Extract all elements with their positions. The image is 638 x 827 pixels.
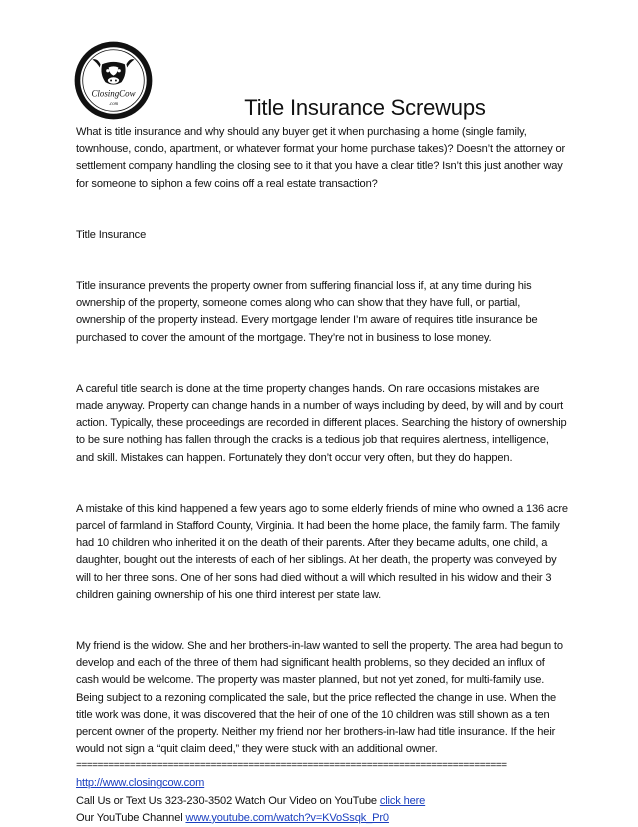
channel-link[interactable]: www.youtube.com/watch?v=KVoSsqk_Pr0	[185, 811, 389, 824]
footer-channel-line	[76, 810, 568, 827]
paragraph-intro: What is title insurance and why should any buyer get it when purchasing a home (single family, townhouse, condo, apartment, or whatever format your home purchase takes)? Doesn’t the attorney or settlement company handling the closing see to it that you have a clear title? Isn’t this just another way for someone to siphon a few coins off a real estate transaction?	[76, 126, 566, 190]
footer-website-line	[76, 775, 568, 792]
document-body	[76, 124, 568, 827]
video-link[interactable]: click here	[379, 794, 426, 807]
paragraph-definition: Title insurance prevents the property owner from suffering financial loss if, at any time during his ownership of the property, someone comes along who can show that they have full, or partial, ownership of the property instead. Every mortgage lender I’m aware of requires title insurance be purchased to cover the amount of the mortgage. They’re not in business to lose money.	[76, 280, 538, 344]
website-link[interactable]: http://www.closingcow.com	[76, 777, 205, 790]
page-title: Title Insurance Screwups	[244, 94, 486, 120]
section-heading: Title Insurance	[76, 228, 147, 241]
logo-text-bottom: .com	[108, 101, 119, 107]
contact-text: Call Us or Text Us 323-230-3502 Watch Our Video on YouTube	[76, 794, 380, 807]
paragraph-example: A mistake of this kind happened a few years ago to some elderly friends of mine who owned a 136 acre parcel of farmland in Stafford County, Virginia. It had been the home place, the family farm. The family had 10 children who inherited it on the death of their parents. After they became adults, one child, a daughter, bought out the interests of each of her siblings. At her death, the property was conveyed by will to her three sons. One of her sons had died without a will which resulted in his widow and their 3 children gaining ownership of his one third interest per state law.	[76, 502, 568, 601]
paragraph-title-search: A careful title search is done at the time property changes hands. On rare occasions mistakes are made anyway. Property can change hands in a number of ways including by deed, by will and by court action. Typically, these proceedings are recorded in different places. Searching the history of ownership to be sure nothing has fallen through the cracks is a tedious job that requires alertness, intelligence, and skill. Mistakes can happen. Fortunately they don’t occur very often, but they do happen.	[76, 382, 567, 464]
paragraph-widow: My friend is the widow. She and her brothers-in-law wanted to sell the property. The area had begun to develop and each of the three of them had significant health problems, so they decided an influx of cash would be welcome. The property was master planned, but not yet zoned, for multi-family use. Being subject to a rezoning complicated the sale, but the price reflected the change in use. When the title work was done, it was discovered that the heir of one of the 10 children was still shown as a ten percent owner of the property. Neither my friend nor her brothers-in-law had title insurance. If the heir would not sign a “quit claim deed,” they were stuck with an additional owner.	[76, 640, 563, 756]
closingcow-logo	[73, 40, 154, 121]
channel-text: Our YouTube Channel	[76, 811, 186, 824]
footer-separator: ================================================================================	[76, 761, 507, 773]
footer-contact-line	[76, 793, 568, 810]
logo-text-top: ClosingCow	[91, 88, 136, 99]
